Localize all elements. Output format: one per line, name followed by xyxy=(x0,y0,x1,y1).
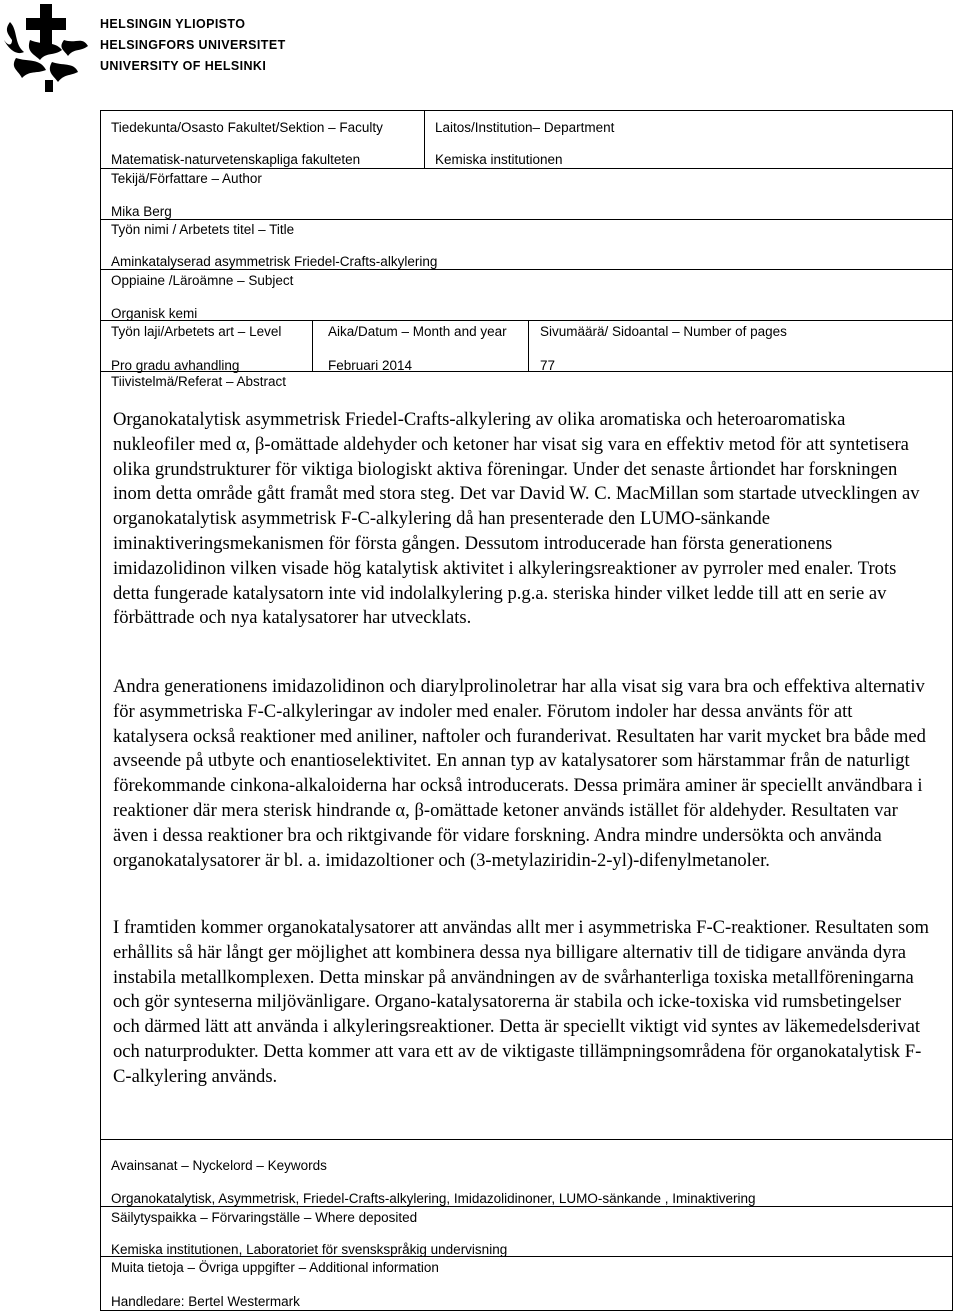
faculty-department-divider xyxy=(424,111,425,168)
row-divider-additional xyxy=(101,1256,952,1257)
university-names xyxy=(100,14,286,77)
title-label: Työn nimi / Arbetets titel – Title xyxy=(111,222,295,237)
subject-value: Organisk kemi xyxy=(111,306,198,321)
row-divider-keywords xyxy=(101,1139,952,1140)
keywords-value: Organokatalytisk, Asymmetrisk, Friedel-Crafts-alkylering, Imidazolidinoner, LUMO-sänkande , Iminaktivering xyxy=(111,1191,756,1206)
university-name-finnish: HELSINGIN YLIOPISTO xyxy=(100,17,246,31)
pages-value: 77 xyxy=(540,358,556,373)
abstract-paragraph-3: I framtiden kommer organokatalysatorer att användas allt mer i asymmetriska F-C-reaktioner. Resultaten som erhållits så här långt ger möjlighet att kombinera dessa nya billigare alternativ till de tidigare använda dyra instabila metallkomplexen. Detta minskar på användningen av de svårhanterliga toxiska metallföreningarna och gör synteserna miljövänligare. Organo-katalysatorerna är stabila och icke-toxiska vid rumsbetingelser och därmed lätt att använda i alkyleringsreaktioner. Detta är speciellt viktigt vid syntes av läkemedelsderivat och naturprodukter. Detta kommer att vara ett av de viktigaste tillämpningsområdena för organokatalytisk F-C-alkylering används. xyxy=(113,917,929,1087)
row-divider-subject xyxy=(101,269,952,270)
title-value: Aminkatalyserad asymmetrisk Friedel-Crafts-alkylering xyxy=(111,254,438,269)
thesis-abstract-form xyxy=(100,110,953,1311)
subject-label: Oppiaine /Läroämne – Subject xyxy=(111,273,294,288)
university-name-english: UNIVERSITY OF HELSINKI xyxy=(100,59,267,73)
row-divider-title xyxy=(101,219,952,220)
level-date-divider xyxy=(312,320,313,371)
date-label: Aika/Datum – Month and year xyxy=(328,324,507,339)
deposited-value: Kemiska institutionen, Laboratoriet för svenskspråkig undervisning xyxy=(111,1242,508,1257)
pages-label: Sivumäärä/ Sidoantal – Number of pages xyxy=(540,324,787,339)
university-flame-logo-icon xyxy=(0,0,110,95)
department-label: Laitos/Institution– Department xyxy=(435,120,615,135)
date-pages-divider xyxy=(528,320,529,371)
level-value: Pro gradu avhandling xyxy=(111,358,240,373)
department-value: Kemiska institutionen xyxy=(435,152,563,167)
author-value: Mika Berg xyxy=(111,204,172,219)
level-label: Työn laji/Arbetets art – Level xyxy=(111,324,282,339)
author-label: Tekijä/Författare – Author xyxy=(111,171,262,186)
additional-label: Muita tietoja – Övriga uppgifter – Additional information xyxy=(111,1260,439,1275)
abstract-paragraph-2: Andra generationens imidazolidinon och diarylprolinoletrar har alla visat sig vara bra och effektiva alternativ för asymmetriska F-C-alkyleringar av indoler med enaler. Förutom indoler har dessa använts för att katalysera också reaktioner med aniliner, naftoler och furanderivat. Resultaten har varit mycket bra både med avseende på utbyte och enantioselektivitet. En annan typ av katalysatorer som härstammar från de naturligt förekommande cinkona-alkaloiderna har också introducerats. Dessa primära aminer är speciellt användbara i reaktioner där mera sterisk hindrande α, β-omättade ketoner används istället för aldehyder. Resultaten var även i dessa reaktioner bra och riktgivande för vidare forskning. Andra mindre undersökta och använda organokatalysatorer är bl. a. imidazoltioner och (3-metylaziridin-2-yl)-difenylmetanoler. xyxy=(113,676,926,871)
faculty-label: Tiedekunta/Osasto Fakultet/Sektion – Faculty xyxy=(111,120,383,135)
university-name-swedish: HELSINGFORS UNIVERSITET xyxy=(100,38,286,52)
faculty-value: Matematisk-naturvetenskapliga fakulteten xyxy=(111,152,361,167)
additional-value: Handledare: Bertel Westermark xyxy=(111,1294,300,1309)
date-value: Februari 2014 xyxy=(328,358,413,373)
abstract-paragraph-1: Organokatalytisk asymmetrisk Friedel-Crafts-alkylering av olika aromatiska och heteroaromatiska nukleofiler med α, β-omättade aldehyder och ketoner har visat sig vara en effektiv metod för att syntetisera olika grundstrukturer för viktiga biologiskt aktiva föreningar. Under det senaste årtiondet har forskningen inom detta område gått framåt med stora steg. Det var David W. C. MacMillan som startade utvecklingen av organokatalytisk asymmetrisk F-C-alkylering då han presenterade den LUMO-sänkande iminaktiveringsmekanismen för första gången. Dessutom introducerade han första generationens imidazolidinon vilken visade hög katalytisk aktivitet i alkyleringsreaktioner av pyrroler med enaler. Trots detta fungerade katalysatorn inte vid indolalkylering p.g.a. steriska hinder vilket ledde till att en serie av förbättrade och nya katalysatorer har utvecklats. xyxy=(113,409,920,629)
row-divider-abstract xyxy=(101,371,952,372)
abstract-label: Tiivistelmä/Referat – Abstract xyxy=(111,374,287,389)
row-divider-deposited xyxy=(101,1206,952,1207)
keywords-label: Avainsanat – Nyckelord – Keywords xyxy=(111,1158,327,1173)
row-divider-author xyxy=(101,168,952,169)
row-divider-level xyxy=(101,320,952,321)
deposited-label: Säilytyspaikka – Förvaringställe – Where deposited xyxy=(111,1210,418,1225)
